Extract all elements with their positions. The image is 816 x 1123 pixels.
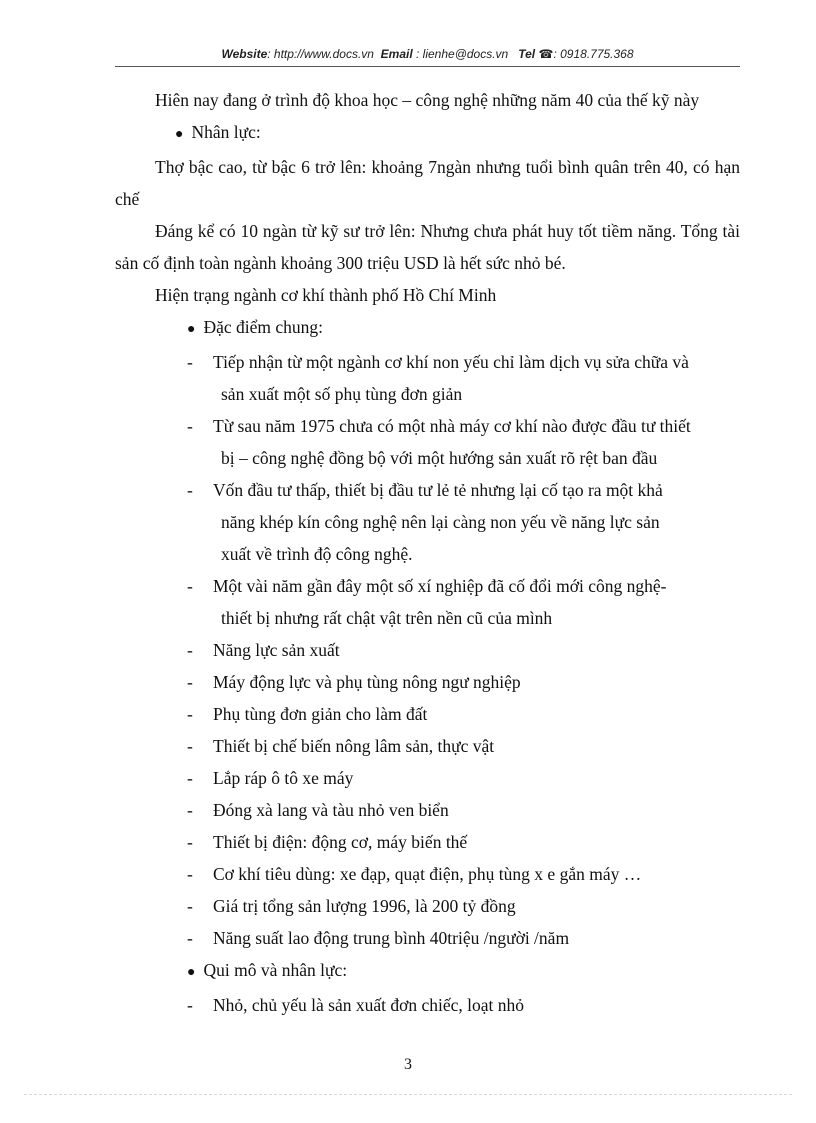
- dash-icon: -: [187, 768, 193, 788]
- dash-text-continued: xuất về trình độ công nghệ.: [221, 544, 413, 564]
- header-divider: [115, 66, 740, 67]
- dash-icon: -: [187, 832, 193, 852]
- dash-item: [115, 858, 740, 890]
- dash-item: [115, 826, 740, 858]
- dash-icon: -: [187, 352, 193, 372]
- dash-icon: -: [187, 704, 193, 724]
- dash-text: Lắp ráp ô tô xe máy: [213, 768, 354, 788]
- dash-item: [115, 474, 740, 570]
- dash-text-continued: thiết bị nhưng rất chật vật trên nền cũ của mình: [221, 608, 553, 628]
- dash-text: Máy động lực và phụ tùng nông ngư nghiệp: [213, 672, 521, 692]
- dash-icon: -: [187, 995, 193, 1015]
- dash-icon: -: [187, 416, 193, 436]
- bullet-text: Nhân lực:: [191, 122, 261, 142]
- bullet-item: [115, 954, 740, 989]
- dash-text: Năng lực sản xuất: [213, 640, 340, 660]
- dash-item: [115, 890, 740, 922]
- paragraph: Hiện trạng ngành cơ khí thành phố Hồ Chí Minh: [155, 285, 497, 305]
- dash-item: [115, 922, 740, 954]
- dash-icon: -: [187, 800, 193, 820]
- dash-icon: -: [187, 480, 193, 500]
- dash-item: [115, 410, 740, 474]
- dash-text: Từ sau năm 1975 chưa có một nhà máy cơ khí nào được đầu tư thiết: [213, 416, 691, 436]
- dash-text: Cơ khí tiêu dùng: xe đạp, quạt điện, phụ tùng x e gắn máy …: [213, 864, 642, 884]
- dash-item: [115, 794, 740, 826]
- dash-item: [115, 989, 740, 1021]
- dash-icon: -: [187, 640, 193, 660]
- paragraph: Hiên nay đang ở trình độ khoa học – công nghệ những năm 40 của thế kỹ này: [155, 90, 700, 110]
- dash-text: Vốn đầu tư thấp, thiết bị đầu tư lẻ tẻ nhưng lại cố tạo ra một khả: [213, 480, 663, 500]
- dash-item: [115, 762, 740, 794]
- page-header: [115, 47, 740, 61]
- bullet-icon: ●: [187, 322, 196, 337]
- dash-text: Một vài năm gần đây một số xí nghiệp đã cố đổi mới công nghệ-: [213, 576, 667, 596]
- website-value: : http://www.docs.vn: [267, 47, 374, 61]
- tel-value: : 0918.775.368: [553, 47, 634, 61]
- website-label: Website: [221, 47, 268, 61]
- paragraph: Đáng kể có 10 ngàn từ kỹ sư trở lên: Nhưng chưa phát huy tốt tiềm năng. Tổng tài sản cố định toàn ngành khoảng 300 triệu USD là hết sức nhỏ bé.: [115, 221, 740, 273]
- bullet-item: [115, 116, 740, 151]
- dash-text-continued: năng khép kín công nghệ nên lại càng non yếu về năng lực sản: [221, 512, 660, 532]
- dash-text: Thiết bị điện: động cơ, máy biến thế: [213, 832, 468, 852]
- email-label: Email: [380, 47, 413, 61]
- paragraph: Thợ bậc cao, từ bậc 6 trở lên: khoảng 7ngàn nhưng tuổi bình quân trên 40, có hạn chế: [115, 157, 740, 209]
- dash-icon: -: [187, 864, 193, 884]
- dash-item: [115, 666, 740, 698]
- document-body: [115, 84, 740, 1021]
- dash-text: Nhỏ, chủ yếu là sản xuất đơn chiếc, loạt nhỏ: [213, 995, 525, 1015]
- dash-item: [115, 346, 740, 410]
- dash-item: [115, 730, 740, 762]
- dash-text-continued: sản xuất một số phụ tùng đơn giản: [221, 384, 463, 404]
- dash-text-continued: bị – công nghệ đồng bộ với một hướng sản xuất rõ rệt ban đầu: [221, 448, 658, 468]
- dash-icon: -: [187, 896, 193, 916]
- bullet-text: Đặc điểm chung:: [203, 317, 324, 337]
- dash-item: [115, 570, 740, 634]
- tel-label: Tel: [518, 47, 536, 61]
- dash-icon: -: [187, 928, 193, 948]
- dash-text: Thiết bị chế biến nông lâm sản, thực vật: [213, 736, 495, 756]
- dash-text: Phụ tùng đơn giản cho làm đất: [213, 704, 428, 724]
- bullet-icon: ●: [175, 127, 184, 142]
- bullet-text: Qui mô và nhân lực:: [203, 960, 348, 980]
- email-value: : lienhe@docs.vn: [416, 47, 509, 61]
- dash-item: [115, 634, 740, 666]
- dash-text: Năng suất lao động trung bình 40triệu /người /năm: [213, 928, 570, 948]
- phone-icon: ☎: [538, 47, 554, 61]
- bullet-item: [115, 311, 740, 346]
- dash-text: Giá trị tổng sản lượng 1996, là 200 tỷ đồng: [213, 896, 516, 916]
- dash-icon: -: [187, 736, 193, 756]
- dash-icon: -: [187, 576, 193, 596]
- dash-item: [115, 698, 740, 730]
- dash-text: Đóng xà lang và tàu nhỏ ven biển: [213, 800, 449, 820]
- footer-divider: [24, 1094, 792, 1095]
- dash-icon: -: [187, 672, 193, 692]
- bullet-icon: ●: [187, 965, 196, 980]
- dash-text: Tiếp nhận từ một ngành cơ khí non yếu chỉ làm dịch vụ sửa chữa và: [213, 352, 689, 372]
- page-number: 3: [404, 1056, 412, 1073]
